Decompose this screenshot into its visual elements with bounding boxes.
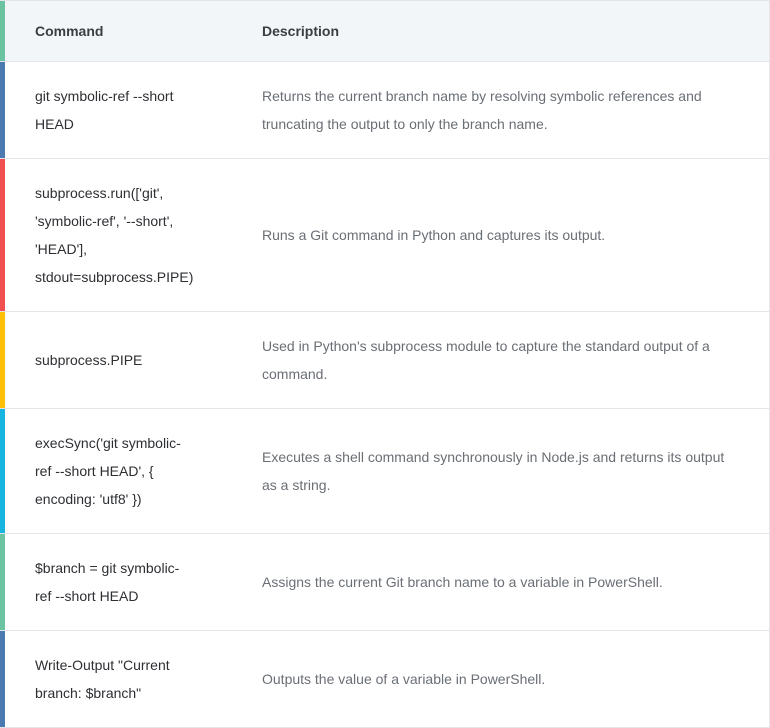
row-accent-bar <box>0 312 5 408</box>
column-header-description: Description <box>262 23 340 39</box>
command-cell: subprocess.PIPE <box>35 352 143 368</box>
row-accent-bar <box>0 1 5 61</box>
column-header-command: Command <box>35 23 104 39</box>
row-accent-bar <box>0 159 5 311</box>
table-row <box>0 534 769 631</box>
description-cell: Assigns the current Git branch name to a variable in PowerShell. <box>262 574 663 590</box>
row-accent-bar <box>0 631 5 727</box>
description-cell: Used in Python's subprocess module to capture the standard output of a command. <box>262 338 710 382</box>
table-row <box>0 409 769 534</box>
row-accent-bar <box>0 534 5 630</box>
table-header-row <box>0 0 769 62</box>
command-cell: subprocess.run(['git', 'symbolic-ref', '--short', 'HEAD'], stdout=subprocess.PIPE) <box>35 185 194 285</box>
command-cell: git symbolic-ref --short HEAD <box>35 88 174 132</box>
table-row <box>0 631 769 728</box>
description-cell: Returns the current branch name by resolving symbolic references and truncating the output to only the branch name. <box>262 88 702 132</box>
table-row <box>0 159 769 312</box>
description-cell: Outputs the value of a variable in PowerShell. <box>262 671 546 687</box>
description-cell: Runs a Git command in Python and captures its output. <box>262 227 606 243</box>
command-cell: execSync('git symbolic- ref --short HEAD', { encoding: 'utf8' }) <box>35 435 181 507</box>
table-row <box>0 312 769 409</box>
row-accent-bar <box>0 409 5 533</box>
command-cell: Write-Output "Current branch: $branch" <box>35 657 170 701</box>
table-row <box>0 62 769 159</box>
description-cell: Executes a shell command synchronously in Node.js and returns its output as a string. <box>262 449 725 493</box>
row-accent-bar <box>0 62 5 158</box>
command-cell: $branch = git symbolic- ref --short HEAD <box>35 560 180 604</box>
